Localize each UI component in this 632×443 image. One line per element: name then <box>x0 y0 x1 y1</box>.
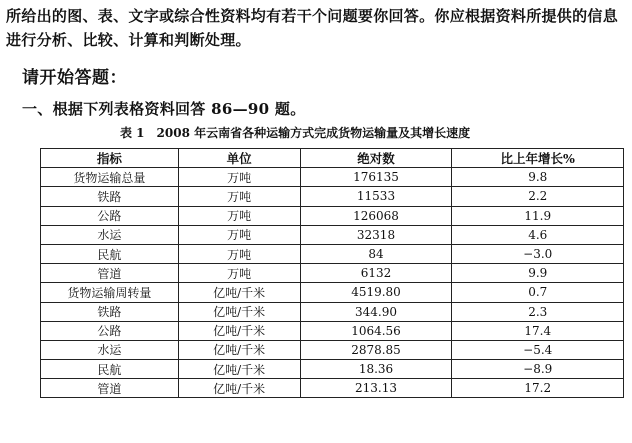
table-row <box>41 360 624 379</box>
growth-rate-cell: 17.4 <box>452 321 624 340</box>
section-heading: 请开始答题： <box>22 68 127 88</box>
indicator-cell: 民航 <box>41 360 179 379</box>
indicator-cell: 管道 <box>41 264 179 283</box>
table-row <box>41 225 624 244</box>
unit-cell: 万吨 <box>178 244 300 263</box>
absolute-value-cell: 344.90 <box>300 302 452 321</box>
unit-cell: 亿吨/千米 <box>178 302 300 321</box>
growth-rate-cell: −8.9 <box>452 360 624 379</box>
growth-rate-cell: 11.9 <box>452 206 624 225</box>
absolute-value-cell: 11533 <box>300 187 452 206</box>
indicator-cell: 水运 <box>41 340 179 359</box>
column-header: 比上年增长% <box>452 149 624 168</box>
unit-cell: 亿吨/千米 <box>178 283 300 302</box>
indicator-cell: 公路 <box>41 206 179 225</box>
unit-cell: 万吨 <box>178 264 300 283</box>
table-row <box>41 244 624 263</box>
unit-cell: 亿吨/千米 <box>178 379 300 398</box>
table-caption: 表 1 2008 年云南省各种运输方式完成货物运输量及其增长速度 <box>120 126 471 140</box>
column-header: 单位 <box>178 149 300 168</box>
table-row <box>41 206 624 225</box>
growth-rate-cell: 9.9 <box>452 264 624 283</box>
freight-transport-table <box>40 148 624 398</box>
column-header: 绝对数 <box>300 149 452 168</box>
absolute-value-cell: 6132 <box>300 264 452 283</box>
growth-rate-cell: 0.7 <box>452 283 624 302</box>
indicator-cell: 民航 <box>41 244 179 263</box>
unit-cell: 亿吨/千米 <box>178 340 300 359</box>
question-prompt: 一、根据下列表格资料回答 86—90 题。 <box>22 100 306 118</box>
absolute-value-cell: 4519.80 <box>300 283 452 302</box>
unit-cell: 亿吨/千米 <box>178 360 300 379</box>
absolute-value-cell: 84 <box>300 244 452 263</box>
absolute-value-cell: 18.36 <box>300 360 452 379</box>
indicator-cell: 货物运输总量 <box>41 168 179 187</box>
growth-rate-cell: 2.2 <box>452 187 624 206</box>
growth-rate-cell: −5.4 <box>452 340 624 359</box>
absolute-value-cell: 213.13 <box>300 379 452 398</box>
table-row <box>41 302 624 321</box>
instructions-paragraph: 所给出的图、表、文字或综合性资料均有若干个问题要你回答。你应根据资料所提供的信息进行分析、比较、计算和判断处理。 <box>6 7 619 49</box>
absolute-value-cell: 126068 <box>300 206 452 225</box>
indicator-cell: 管道 <box>41 379 179 398</box>
table-row <box>41 340 624 359</box>
indicator-cell: 铁路 <box>41 187 179 206</box>
unit-cell: 万吨 <box>178 187 300 206</box>
table-row <box>41 321 624 340</box>
indicator-cell: 货物运输周转量 <box>41 283 179 302</box>
growth-rate-cell: −3.0 <box>452 244 624 263</box>
column-header: 指标 <box>41 149 179 168</box>
unit-cell: 万吨 <box>178 225 300 244</box>
indicator-cell: 水运 <box>41 225 179 244</box>
table-row <box>41 187 624 206</box>
unit-cell: 万吨 <box>178 206 300 225</box>
growth-rate-cell: 9.8 <box>452 168 624 187</box>
growth-rate-cell: 4.6 <box>452 225 624 244</box>
absolute-value-cell: 32318 <box>300 225 452 244</box>
unit-cell: 万吨 <box>178 168 300 187</box>
absolute-value-cell: 176135 <box>300 168 452 187</box>
growth-rate-cell: 2.3 <box>452 302 624 321</box>
table-row <box>41 379 624 398</box>
unit-cell: 亿吨/千米 <box>178 321 300 340</box>
absolute-value-cell: 2878.85 <box>300 340 452 359</box>
table-row <box>41 168 624 187</box>
growth-rate-cell: 17.2 <box>452 379 624 398</box>
table-header-row <box>41 149 624 168</box>
table-row <box>41 264 624 283</box>
indicator-cell: 公路 <box>41 321 179 340</box>
absolute-value-cell: 1064.56 <box>300 321 452 340</box>
table-row <box>41 283 624 302</box>
indicator-cell: 铁路 <box>41 302 179 321</box>
